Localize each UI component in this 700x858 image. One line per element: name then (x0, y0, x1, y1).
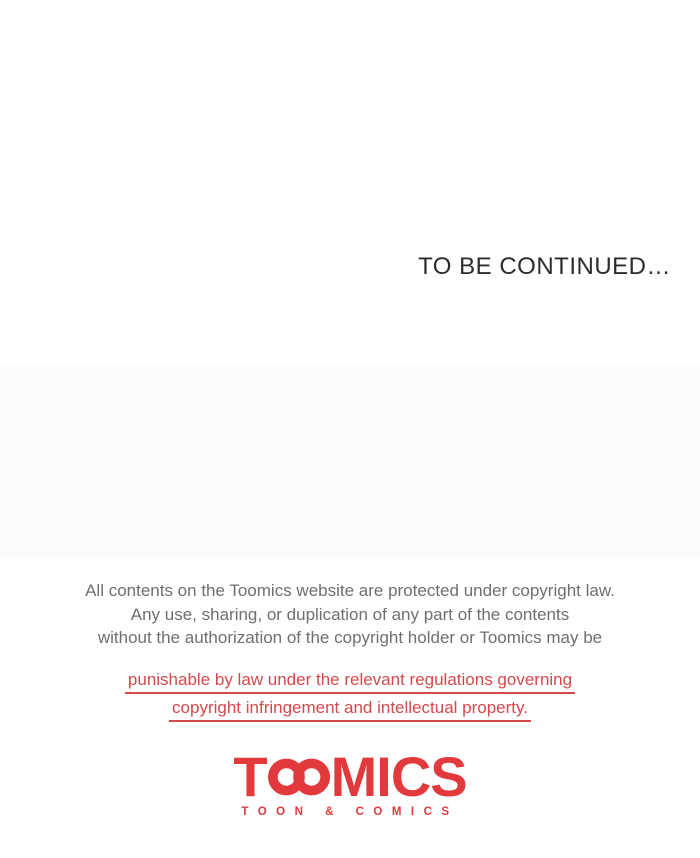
warning-line-2 (0, 699, 700, 722)
interlocked-oo-icon (268, 754, 330, 800)
toomics-logo (0, 745, 700, 818)
copyright-line-1: All contents on the Toomics website are protected under copyright law. (85, 581, 615, 600)
legal-warning (0, 671, 700, 727)
logo-tagline: TOON & COMICS (241, 806, 459, 818)
to-be-continued-text: TO BE CONTINUED… (418, 253, 671, 280)
copyright-notice (0, 579, 700, 650)
warning-line-1-text: punishable by law under the relevant regulations governing (125, 671, 575, 694)
toomics-logo-wordmark (233, 745, 467, 808)
background-band (0, 365, 700, 558)
copyright-line-3: without the authorization of the copyright holder or Toomics may be (97, 628, 603, 647)
warning-line-1 (0, 671, 700, 694)
copyright-line-2: Any use, sharing, or duplication of any part of the contents (130, 604, 570, 624)
logo-letter-t: T (233, 745, 267, 808)
warning-line-2-text: copyright infringement and intellectual property. (169, 699, 531, 722)
logo-letters-mics: MICS (330, 745, 467, 808)
